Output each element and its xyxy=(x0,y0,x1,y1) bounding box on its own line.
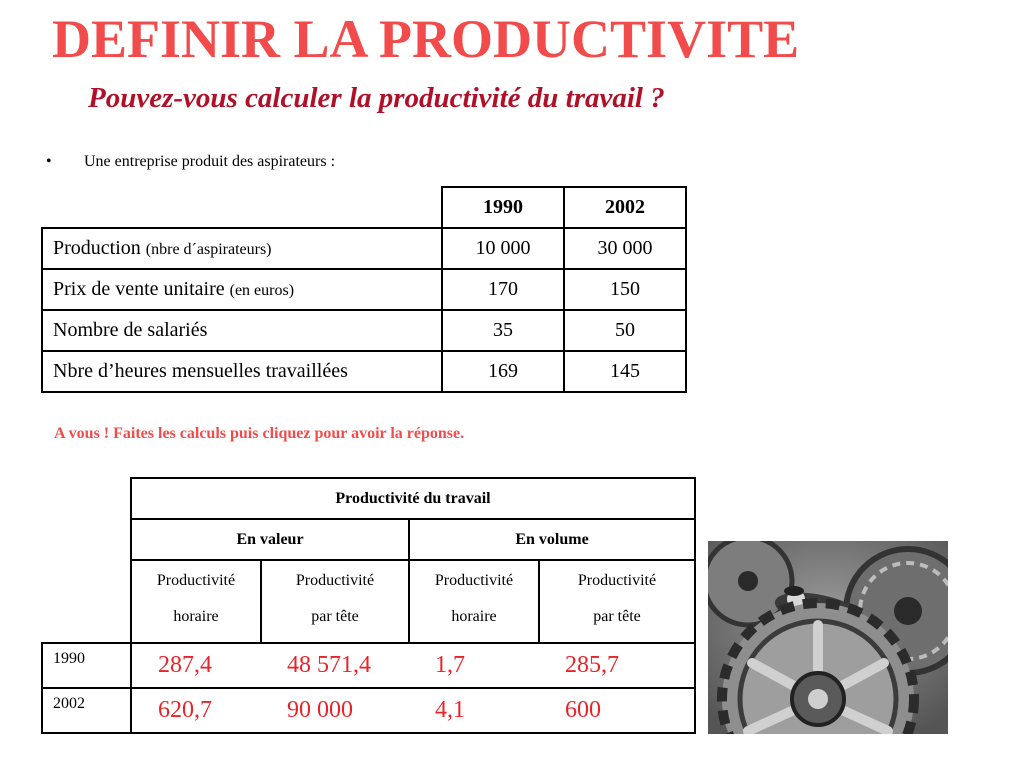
productivity-group-row xyxy=(42,519,695,560)
subheader-line: Productivité xyxy=(434,572,514,589)
row-label-text: Production xyxy=(53,237,141,259)
subheader-line: par tête xyxy=(593,608,641,625)
page-title: DEFINIR LA PRODUCTIVITE xyxy=(52,9,800,69)
data-table-corner xyxy=(42,187,442,228)
row-label-hours xyxy=(42,351,442,392)
page-subtitle: Pouvez-vous calculer la productivité du travail ? xyxy=(88,82,665,114)
table-row xyxy=(42,643,695,688)
answer-value: 620,7 xyxy=(131,688,261,733)
subheader-value-per-head xyxy=(261,560,409,643)
row-label-text: Nbre d’heures mensuelles travaillées xyxy=(53,360,348,382)
year-label: 2002 xyxy=(42,688,131,733)
intro-line xyxy=(46,153,335,171)
gears-illustration xyxy=(708,541,948,734)
answer-value: 285,7 xyxy=(539,643,695,688)
gears-photo xyxy=(708,541,948,734)
instruction-text[interactable]: A vous ! Faites les calculs puis cliquez pour avoir la réponse. xyxy=(54,425,465,442)
table-row xyxy=(42,228,686,269)
answer-value: 1,7 xyxy=(409,643,539,688)
data-table xyxy=(41,186,687,393)
data-table-header-row xyxy=(42,187,686,228)
row-label-price xyxy=(42,269,442,310)
row-label-employees xyxy=(42,310,442,351)
table-row xyxy=(42,351,686,392)
subheader-value-hourly xyxy=(131,560,261,643)
table-cell: 145 xyxy=(564,351,686,392)
subheader-line: horaire xyxy=(451,608,497,625)
subheader-line: Productivité xyxy=(156,572,236,589)
group-en-volume: En volume xyxy=(409,519,695,560)
table-row xyxy=(42,310,686,351)
table-cell: 169 xyxy=(442,351,564,392)
table-cell: 35 xyxy=(442,310,564,351)
table-cell: 50 xyxy=(564,310,686,351)
table-cell: 150 xyxy=(564,269,686,310)
data-table-header-1990: 1990 xyxy=(442,187,564,228)
subheader-line: par tête xyxy=(311,608,359,625)
subheader-line: horaire xyxy=(173,608,219,625)
subheader-line: Productivité xyxy=(295,572,375,589)
row-unit: (en euros) xyxy=(229,282,295,299)
answer-value: 4,1 xyxy=(409,688,539,733)
productivity-subheader-row xyxy=(42,560,695,643)
row-label-text: Nombre de salariés xyxy=(53,319,208,341)
subheader-volume-per-head xyxy=(539,560,695,643)
subheader-volume-hourly xyxy=(409,560,539,643)
table-cell: 170 xyxy=(442,269,564,310)
table-row xyxy=(42,269,686,310)
answer-value: 90 000 xyxy=(261,688,409,733)
year-label: 1990 xyxy=(42,643,131,688)
data-table-header-2002: 2002 xyxy=(564,187,686,228)
intro-text: Une entreprise produit des aspirateurs : xyxy=(84,153,336,170)
productivity-title: Productivité du travail xyxy=(131,478,695,519)
answer-value: 600 xyxy=(539,688,695,733)
row-unit: (nbre d´aspirateurs) xyxy=(145,241,272,258)
subheader-line: Productivité xyxy=(577,572,657,589)
answer-value: 48 571,4 xyxy=(261,643,409,688)
table-cell: 30 000 xyxy=(564,228,686,269)
productivity-corner xyxy=(42,478,131,643)
productivity-title-row xyxy=(42,478,695,519)
bullet-icon: • xyxy=(46,153,52,170)
row-label-production xyxy=(42,228,442,269)
productivity-table xyxy=(41,477,696,734)
row-label-text: Prix de vente unitaire xyxy=(53,278,225,300)
table-cell: 10 000 xyxy=(442,228,564,269)
table-row xyxy=(42,688,695,733)
group-en-valeur: En valeur xyxy=(131,519,409,560)
answer-value: 287,4 xyxy=(131,643,261,688)
